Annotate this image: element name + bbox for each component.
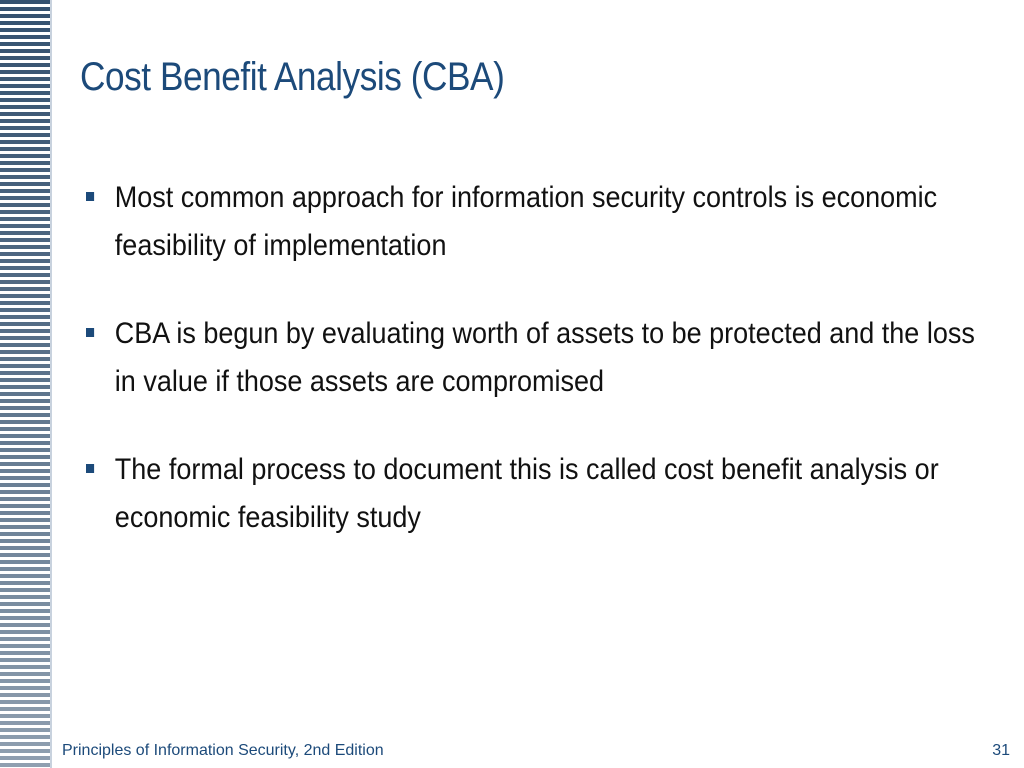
- decorative-side-stripe: [0, 0, 50, 768]
- bullet-list: [86, 174, 986, 582]
- bullet-text-2: CBA is begun by evaluating worth of assets to be protected and the loss in value if those assets are compromised: [114, 317, 975, 398]
- slide-title: Cost Benefit Analysis (CBA): [80, 55, 505, 99]
- page-number: 31: [992, 742, 1010, 759]
- side-divider-line: [50, 0, 52, 768]
- square-bullet-icon: [86, 464, 94, 473]
- bullet-text-3: The formal process to document this is called cost benefit analysis or economic feasibility study: [114, 453, 939, 534]
- bullet-item-1: [86, 174, 979, 270]
- square-bullet-icon: [86, 192, 94, 201]
- bullet-item-2: [86, 310, 979, 406]
- footer-book-title: Principles of Information Security, 2nd Edition: [62, 742, 384, 759]
- square-bullet-icon: [86, 328, 94, 337]
- bullet-item-3: [86, 446, 979, 542]
- bullet-text-1: Most common approach for information security controls is economic feasibility of implementation: [114, 181, 938, 262]
